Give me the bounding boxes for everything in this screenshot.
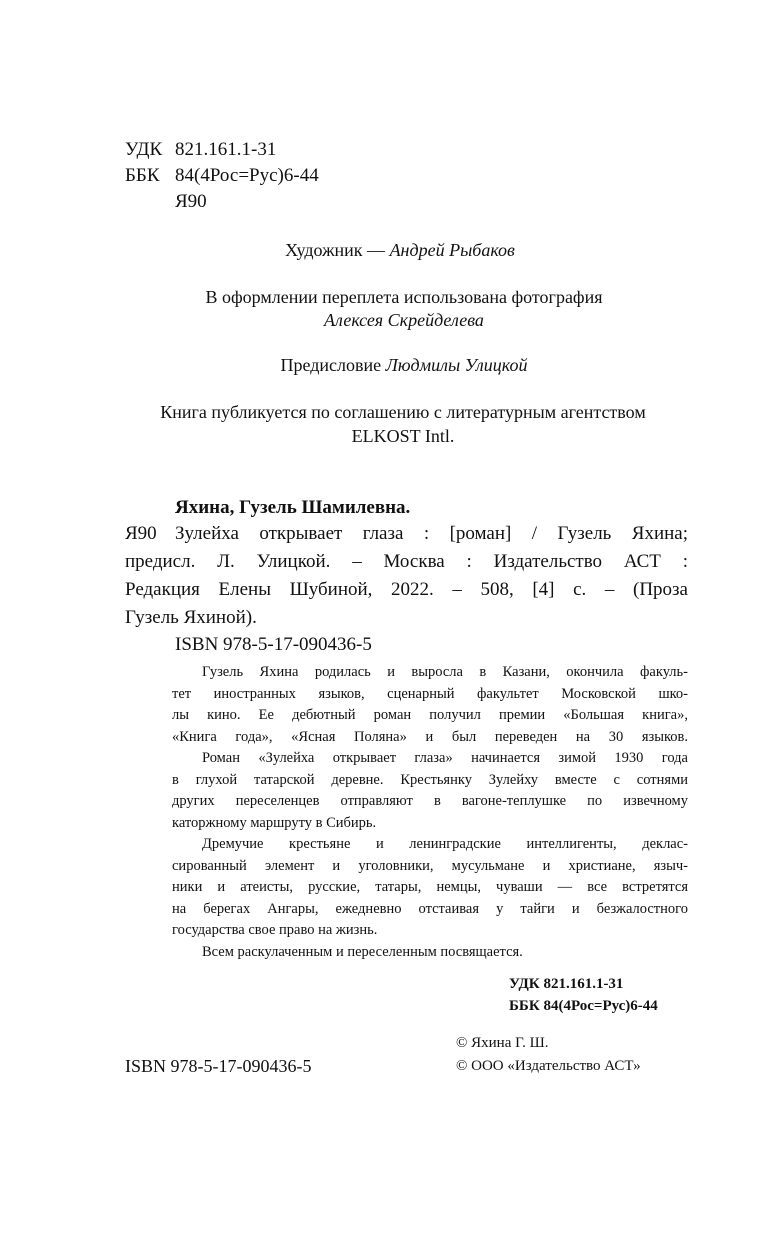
annotation-p1-line-1: Гузель Яхина родилась и выросла в Казани, окончила факуль- bbox=[202, 664, 688, 680]
annotation bbox=[172, 662, 688, 963]
annotation-p2-line-1: Роман «Зулейха открывает глаза» начинается зимой 1930 года bbox=[202, 750, 688, 766]
annotation-p3-line-3: ники и атеисты, русские, татары, немцы, чуваши — все встретятся bbox=[172, 879, 688, 895]
bbk-label: ББК bbox=[125, 165, 160, 186]
footer-bbk: ББК 84(4Рос=Рус)6-44 bbox=[509, 998, 658, 1014]
catalog-author-heading: Яхина, Гузель Шамилевна. bbox=[175, 497, 411, 518]
bbk-line bbox=[125, 162, 319, 190]
photographer-name: Алексея Скрейделева bbox=[324, 310, 484, 330]
annotation-p2-line-4: каторжному маршруту в Сибирь. bbox=[172, 814, 377, 831]
artist-prefix: Художник — bbox=[285, 240, 390, 260]
catalog-line-3: Редакция Елены Шубиной, 2022. – 508, [4] с. – (Проза bbox=[125, 579, 688, 600]
udk-label: УДК bbox=[125, 139, 163, 160]
annotation-p3-line-4: на берегах Ангары, ежедневно отстаивая у тайги и безжалостного bbox=[172, 900, 688, 917]
author-mark: Я90 bbox=[175, 191, 207, 212]
footer-udk: УДК 821.161.1-31 bbox=[509, 976, 624, 992]
annotation-p2-line-3: других переселенцев отправляют в вагоне-теплушке по извечному bbox=[172, 793, 688, 809]
preface-prefix: Предисловие bbox=[280, 355, 386, 375]
artist-name: Андрей Рыбаков bbox=[389, 240, 515, 260]
annotation-p3-line-1: Дремучие крестьяне и ленинградские интеллигенты, деклас- bbox=[202, 836, 688, 852]
catalog-line-4: Гузель Яхиной). bbox=[125, 607, 257, 628]
annotation-p2-line-2: в глухой татарской деревне. Крестьянку Зулейху вместе с сотнями bbox=[172, 771, 688, 788]
footer-isbn: ISBN 978-5-17-090436-5 bbox=[125, 1056, 312, 1076]
bbk-value: 84(4Рос=Рус)6-44 bbox=[175, 165, 319, 186]
annotation-p4: Всем раскулаченным и переселенным посвящается. bbox=[202, 943, 523, 960]
copyright-author: © Яхина Г. Ш. bbox=[456, 1035, 549, 1051]
preface-credit bbox=[0, 352, 768, 378]
annotation-p1-line-4: «Книга года», «Ясная Поляна» и был переведен на 30 языков. bbox=[172, 728, 688, 745]
annotation-p1-line-3: лы кино. Ее дебютный роман получил премии «Большая книга», bbox=[172, 707, 688, 723]
agency-line-1: Книга публикуется по соглашению с литературным агентством bbox=[160, 402, 646, 422]
annotation-p3-line-5: государства свое право на жизнь. bbox=[172, 922, 378, 938]
copyright-publisher: © ООО «Издательство АСТ» bbox=[456, 1058, 641, 1074]
agency-line-2: ELKOST Intl. bbox=[351, 426, 455, 446]
annotation-p3-line-2: сированный элемент и уголовники, мусульмане и христиане, языч- bbox=[172, 857, 688, 874]
catalog-line-1: Зулейха открывает глаза : [роман] / Гузель Яхина; bbox=[175, 523, 688, 544]
cover-photo-line: В оформлении переплета использована фотография bbox=[205, 287, 603, 307]
catalog-isbn: ISBN 978-5-17-090436-5 bbox=[175, 634, 372, 655]
annotation-p1-line-2: тет иностранных языков, сценарный факультет Московской шко- bbox=[172, 685, 688, 702]
catalog-mark: Я90 bbox=[125, 523, 157, 544]
catalog-line-2: предисл. Л. Улицкой. – Москва : Издательство АСТ : bbox=[125, 551, 688, 572]
udk-line bbox=[125, 136, 276, 164]
artist-credit bbox=[0, 237, 768, 263]
preface-author: Людмилы Улицкой bbox=[385, 355, 528, 375]
udk-value: 821.161.1-31 bbox=[175, 139, 277, 160]
